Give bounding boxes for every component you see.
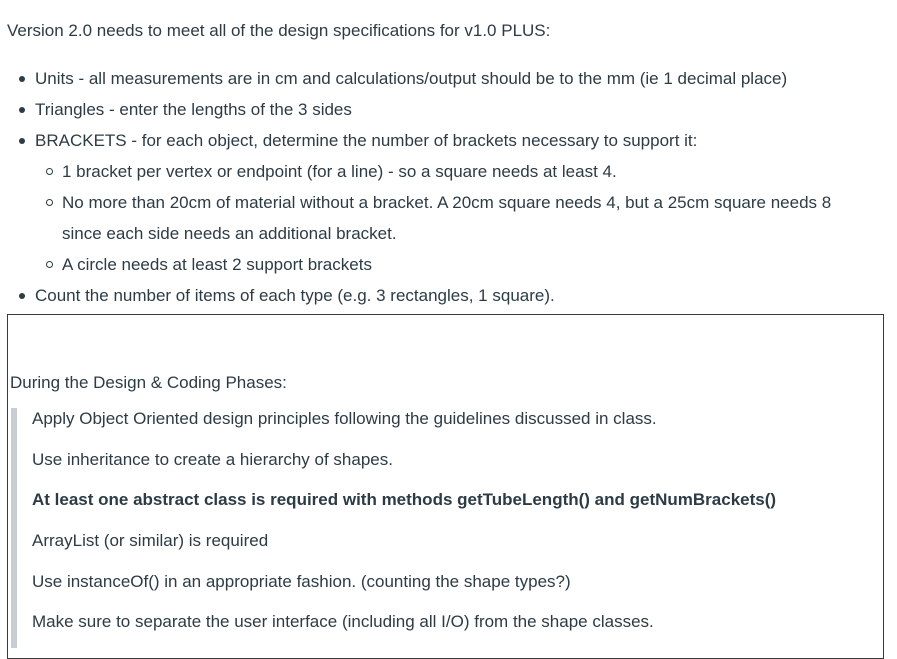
- phase-item-arraylist: ArrayList (or similar) is required: [32, 531, 269, 550]
- bracket-rule-circle: A circle needs at least 2 support brackets: [62, 249, 831, 280]
- requirements-list: [0, 63, 831, 311]
- requirement-brackets-label: BRACKETS - for each object, determine the number of brackets necessary to support it:: [35, 131, 698, 150]
- bracket-rule-spacing-line2: since each side needs an additional bracket.: [62, 224, 397, 243]
- bracket-rule-spacing-line1: No more than 20cm of material without a bracket. A 20cm square needs 4, but a 25cm square needs 8: [62, 193, 832, 212]
- phase-item-oo-principles: Apply Object Oriented design principles following the guidelines discussed in class.: [32, 409, 657, 428]
- requirement-brackets: [35, 125, 831, 280]
- bracket-rules-list: [35, 156, 831, 280]
- requirement-triangles: Triangles - enter the lengths of the 3 sides: [35, 94, 831, 125]
- phase-item-inheritance: Use inheritance to create a hierarchy of shapes.: [32, 450, 393, 469]
- bracket-rule-spacing: [62, 187, 831, 249]
- phase-item-separate-ui: Make sure to separate the user interface (including all I/O) from the shape classes.: [32, 612, 654, 631]
- intro-text: Version 2.0 needs to meet all of the design specifications for v1.0 PLUS:: [7, 21, 551, 40]
- phases-box: [7, 314, 884, 659]
- bracket-rule-vertex: 1 bracket per vertex or endpoint (for a line) - so a square needs at least 4.: [62, 156, 831, 187]
- requirement-count: Count the number of items of each type (e.g. 3 rectangles, 1 square).: [35, 280, 831, 311]
- phases-heading: During the Design & Coding Phases:: [10, 373, 287, 392]
- phase-item-abstract-class: At least one abstract class is required with methods getTubeLength() and getNumBrackets(): [32, 490, 777, 509]
- requirement-units: Units - all measurements are in cm and calculations/output should be to the mm (ie 1 decimal place): [35, 63, 831, 94]
- phases-blockquote: [11, 408, 877, 648]
- phase-item-instanceof: Use instanceOf() in an appropriate fashion. (counting the shape types?): [32, 572, 571, 591]
